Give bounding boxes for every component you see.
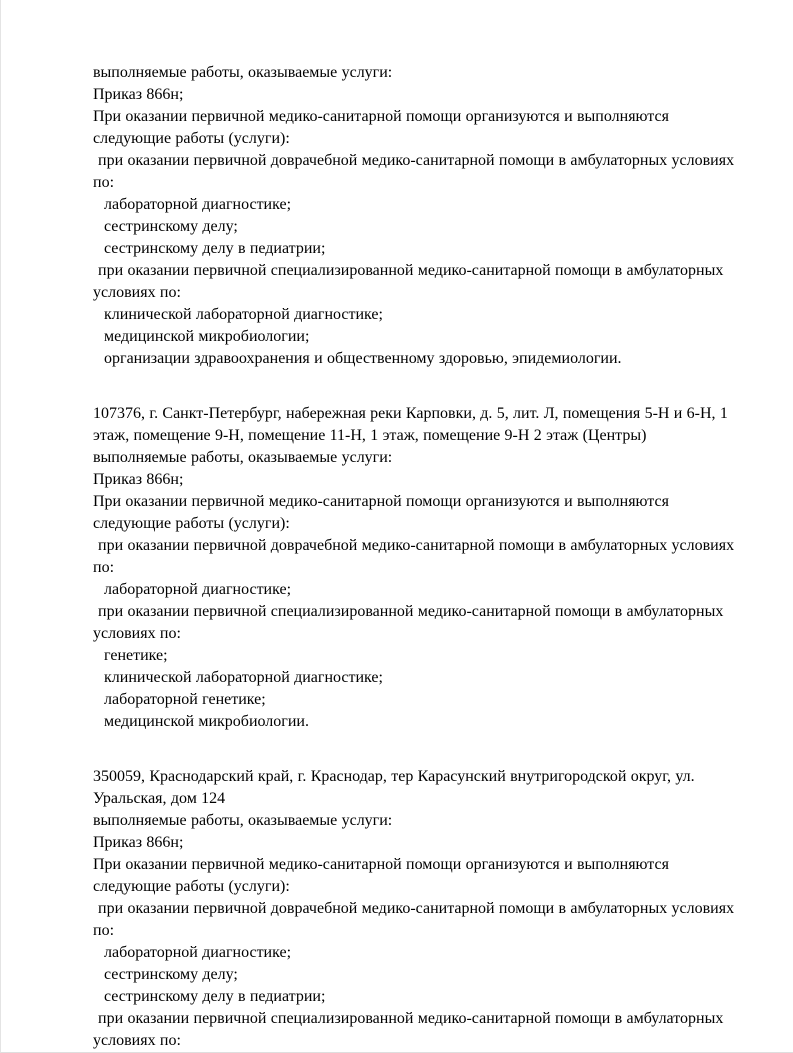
- document-line: выполняемые работы, оказываемые услуги:: [93, 449, 393, 466]
- license-section: [93, 766, 743, 1052]
- document-line: медицинской микробиологии;: [104, 328, 310, 345]
- document-line: лабораторной диагностике;: [104, 196, 292, 213]
- document-line: при оказании первичной специализированной медико-санитарной помощи в амбулаторных условиях по:: [93, 603, 724, 642]
- document-line: при оказании первичной доврачебной медико-санитарной помощи в амбулаторных условиях по:: [93, 900, 735, 939]
- document-line: при оказании первичной доврачебной медико-санитарной помощи в амбулаторных условиях по:: [93, 537, 735, 576]
- document-line: Приказ 866н;: [93, 834, 184, 851]
- document-line: При оказании первичной медико-санитарной помощи организуются и выполняются следующие работы (услуги):: [93, 856, 669, 895]
- document-line: При оказании первичной медико-санитарной помощи организуются и выполняются следующие работы (услуги):: [93, 493, 669, 532]
- document-line: лабораторной диагностике;: [104, 944, 292, 961]
- document-line: сестринскому делу в педиатрии;: [104, 988, 326, 1005]
- document-line: Приказ 866н;: [93, 86, 184, 103]
- license-section: [93, 62, 743, 370]
- document-line: выполняемые работы, оказываемые услуги:: [93, 64, 393, 81]
- document-line: организации здравоохранения и общественному здоровью, эпидемиологии.: [104, 350, 622, 367]
- document-line: При оказании первичной медико-санитарной помощи организуются и выполняются следующие работы (услуги):: [93, 108, 669, 147]
- document-line: генетике;: [104, 647, 168, 664]
- document-line: сестринскому делу в педиатрии;: [104, 240, 326, 257]
- license-text: [93, 62, 743, 1052]
- document-line: при оказании первичной специализированной медико-санитарной помощи в амбулаторных условиях по:: [93, 262, 724, 301]
- document-line: при оказании первичной специализированной медико-санитарной помощи в амбулаторных условиях по:: [93, 1010, 724, 1049]
- document-line: сестринскому делу;: [104, 218, 238, 235]
- document-line: при оказании первичной доврачебной медико-санитарной помощи в амбулаторных условиях по:: [93, 152, 735, 191]
- document-line: медицинской микробиологии.: [104, 713, 309, 730]
- document-line: клинической лабораторной диагностике;: [104, 306, 383, 323]
- document-line: 107376, г. Санкт-Петербург, набережная реки Карповки, д. 5, лит. Л, помещения 5-Н и 6-Н, 1 этаж, помещение 9-Н, помещение 11-Н, 1 этаж, помещение 9-Н 2 этаж (Центры): [93, 405, 728, 444]
- document-line: выполняемые работы, оказываемые услуги:: [93, 812, 393, 829]
- license-section: [93, 403, 743, 733]
- document-line: Приказ 866н;: [93, 471, 184, 488]
- document-line: клинической лабораторной диагностике;: [104, 669, 383, 686]
- document-line: сестринскому делу;: [104, 966, 238, 983]
- document-line: лабораторной диагностике;: [104, 581, 292, 598]
- document-line: лабораторной генетике;: [104, 691, 266, 708]
- document-line: 350059, Краснодарский край, г. Краснодар, тер Карасунский внутригородской округ, ул. Уральская, дом 124: [93, 768, 695, 807]
